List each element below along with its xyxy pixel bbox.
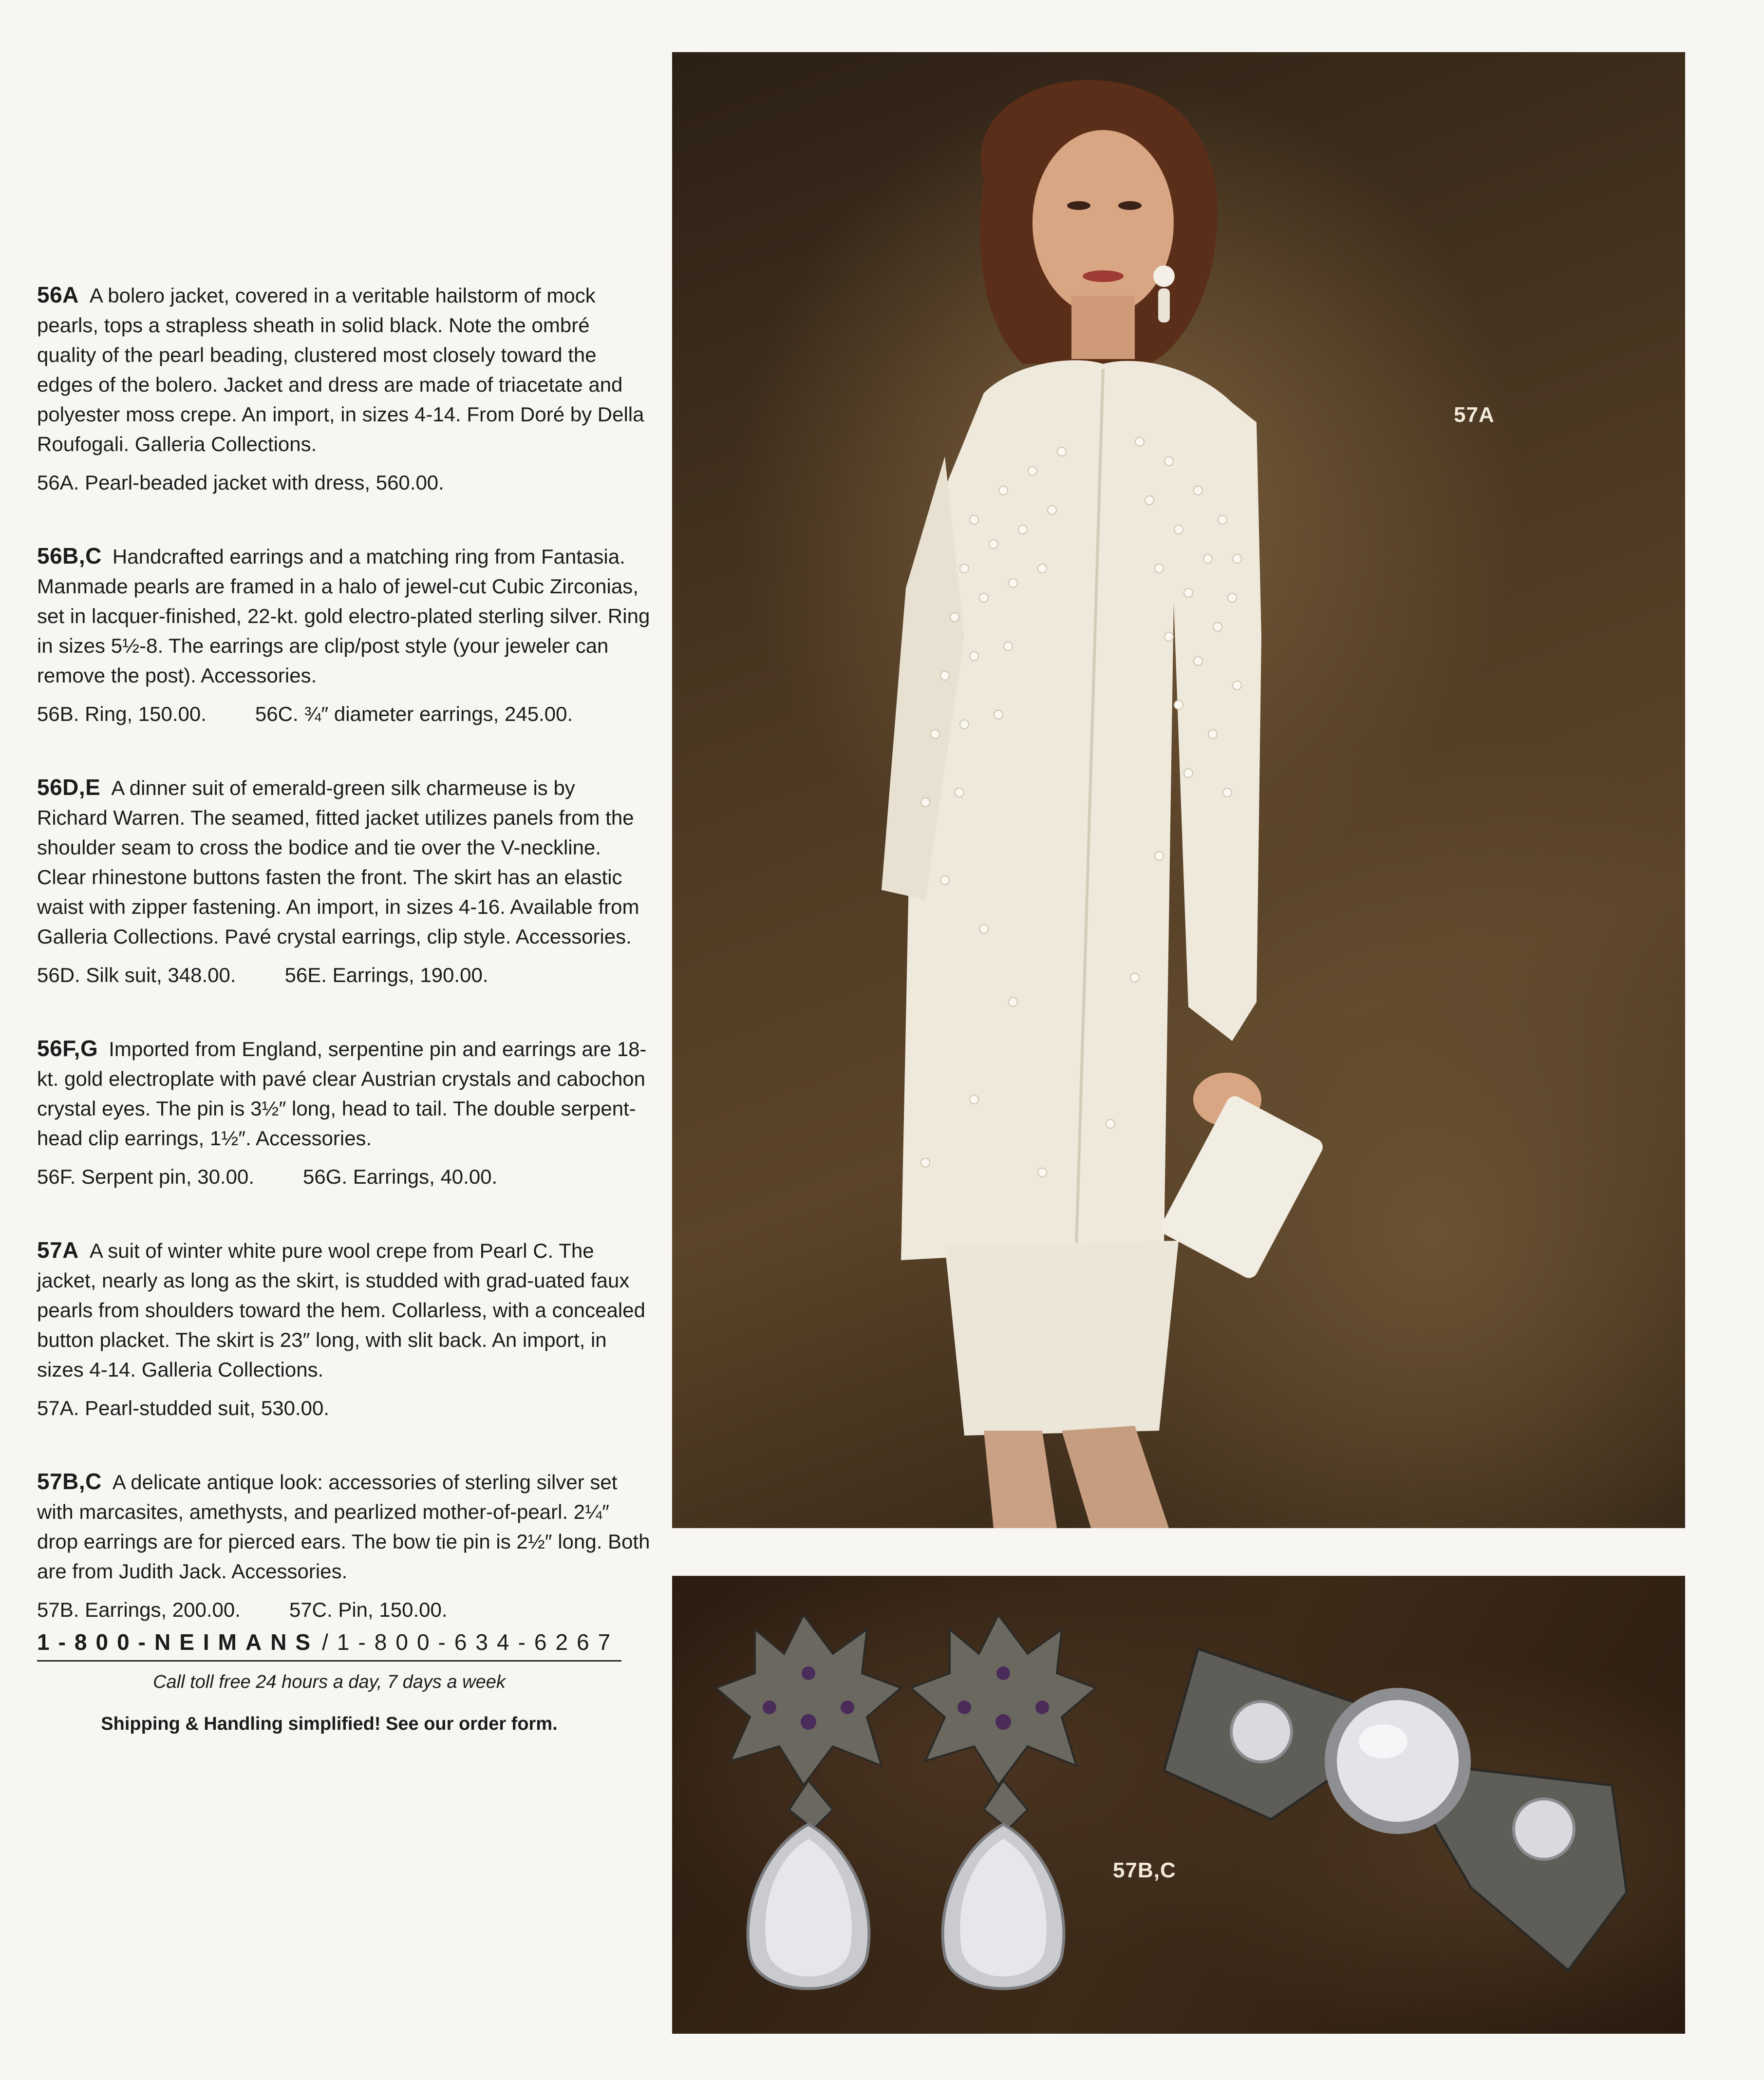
entry-description — [37, 280, 651, 459]
item-code: 57A — [37, 1237, 79, 1263]
entry-description — [37, 1235, 651, 1384]
price-item: 56E. Earrings, 190.00. — [284, 964, 488, 986]
price-line — [37, 1393, 651, 1423]
entry-description — [37, 541, 651, 690]
price-item: 57C. Pin, 150.00. — [289, 1598, 448, 1621]
photo-label-57a: 57A — [1454, 403, 1495, 427]
description-text: Imported from England, serpentine pin and earrings are 18-kt. gold electroplate with pavé clear Austrian crystals and cabochon crystal eyes. The pin is 3½″ long, head to tail. The double serpent-head clip earrings, 1½″. Accessories. — [37, 1038, 647, 1150]
item-code: 56A — [37, 282, 79, 307]
item-code: 56D,E — [37, 775, 101, 800]
earring-left — [716, 1615, 901, 1989]
description-text: A bolero jacket, covered in a veritable hailstorm of mock pearls, tops a strapless sheath in solid black. Note the ombré quality of the pearl beading, clustered most closely toward the edges of the bolero. Jacket and dress are made of triacetate and polyester moss crepe. An import, in sizes 4-14. From Doré by Della Roufogali. Galleria Collections. — [37, 284, 644, 455]
model-photo — [672, 52, 1685, 1528]
item-code: 56B,C — [37, 543, 102, 568]
item-code: 56F,G — [37, 1036, 98, 1061]
phone-separator: / — [322, 1629, 328, 1655]
entry-56fg — [37, 1034, 651, 1191]
shipping-note: Shipping & Handling simplified! See our order form. — [101, 1714, 558, 1734]
entry-description — [37, 1034, 651, 1153]
entry-56a — [37, 280, 651, 497]
phone-number-link[interactable]: 1-800-634-6267 — [337, 1629, 619, 1655]
jewelry-photo — [672, 1576, 1685, 2034]
price-item: 56G. Earrings, 40.00. — [302, 1165, 498, 1188]
order-info — [37, 1627, 621, 1738]
price-item: 56C. ¾″ diameter earrings, 245.00. — [255, 702, 573, 725]
price-line — [37, 1595, 651, 1625]
price-item: 56A. Pearl-beaded jacket with dress, 560.00. — [37, 471, 444, 494]
price-line — [37, 1162, 651, 1191]
earring-right — [911, 1615, 1096, 1989]
price-item: 57B. Earrings, 200.00. — [37, 1598, 241, 1621]
entry-56bc — [37, 541, 651, 729]
price-line — [37, 468, 651, 497]
tollfree-note: Call toll free 24 hours a day, 7 days a week — [153, 1672, 506, 1692]
item-code: 57B,C — [37, 1469, 102, 1494]
photo-label-57bc: 57B,C — [1113, 1858, 1176, 1882]
price-item: 56D. Silk suit, 348.00. — [37, 964, 236, 986]
phone-word-link[interactable]: 1-800-NEIMANS — [37, 1629, 319, 1655]
price-item: 56B. Ring, 150.00. — [37, 702, 206, 725]
phone-line — [37, 1627, 621, 1662]
description-text: A suit of winter white pure wool crepe from Pearl C. The jacket, nearly as long as the skirt, is studded with grad-uated faux pearls from shoulders toward the hem. Collarless, with a concealed button placket. The skirt is 23″ long, with slit back. An import, in sizes 4-14. Galleria Collections. — [37, 1239, 645, 1381]
price-line — [37, 699, 651, 729]
model-illustration — [672, 52, 1685, 1528]
price-item: 56F. Serpent pin, 30.00. — [37, 1165, 254, 1188]
entry-57a — [37, 1235, 651, 1423]
entry-description — [37, 773, 651, 951]
entry-56de — [37, 773, 651, 990]
description-text: A delicate antique look: accessories of sterling silver set with marcasites, amethysts, and pearlized mother-of-pearl. 2¼″ drop earrings are for pierced ears. The bow tie pin is 2½″ long. Both are from Judith Jack. Accessories. — [37, 1471, 650, 1583]
entry-description — [37, 1467, 651, 1586]
price-item: 57A. Pearl-studded suit, 530.00. — [37, 1397, 330, 1419]
bow-pin — [1164, 1649, 1627, 1970]
description-text: A dinner suit of emerald-green silk charmeuse is by Richard Warren. The seamed, fitted jacket utilizes panels from the shoulder seam to cross the bodice and tie over the V-neckline. Clear rhinestone buttons fasten the front. The skirt has an elastic waist with zipper fastening. An import, in sizes 4-16. Available from Galleria Collections. Pavé crystal earrings, clip style. Accessories. — [37, 776, 639, 948]
description-text: Handcrafted earrings and a matching ring from Fantasia. Manmade pearls are framed in a halo of jewel-cut Cubic Zirconias, set in lacquer-finished, 22-kt. gold electro-plated sterling silver. Ring in sizes 5½-8. The earrings are clip/post style (your jeweler can remove the post). Accessories. — [37, 545, 650, 687]
jewelry-illustration — [672, 1576, 1685, 2034]
catalog-text-column — [37, 280, 651, 1668]
entry-57bc — [37, 1467, 651, 1625]
price-line — [37, 960, 651, 990]
